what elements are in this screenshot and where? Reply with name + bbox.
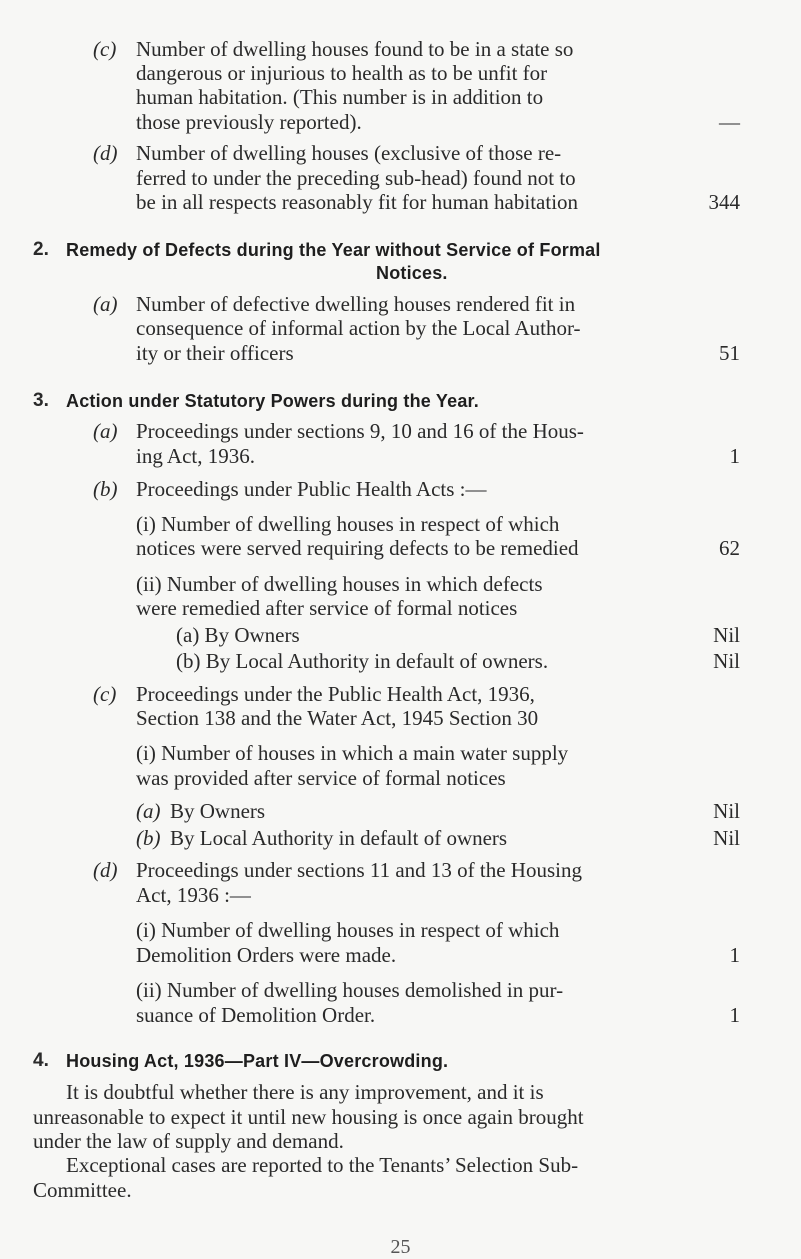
s3-d-ii-value: 1 [729, 1002, 740, 1027]
s3-b-ii-a-value: Nil [713, 622, 740, 647]
s3-c-a-value: Nil [713, 799, 740, 824]
s3-b-i-value: 62 [719, 536, 740, 561]
s2-item-a-value: 51 [719, 340, 740, 365]
document-page: (c) Number of dwelling houses found to be in a state so dangerous or injurious to health as to be unfit for human habitation. (This number is in addition to those previously reported). — (d) Number of dwelling houses (exclusive of those re- ferred to under the preceding sub-head) found not to be in all respects reasonably fit for human habitation 344 2. Remedy of Defects during the Year without Service of Formal Notices. (a) Number of defective dwelling houses rendered fit in consequence of informal action by the Local Author- ity or their officers 51 3. Action under Statutory Powers during the Year. (a) Proceedings under sections 9, 10 and 16 of the Hous- ing Act, 1936. 1 (b) Proceedings under Public Health Acts :— (i) Number of dwelling houses in respect of which notices were served requiring defects to be remedied 62 (ii) Number of dwelling houses in which defects were remedied after service of formal notices (a) By Owners Nil (b) By Local Authority in default of owners. Nil (c) Proceedings under the Public Health Act, 1936, Section 138 and the Water Act, 1945 Section 30 (i) Number of houses in which a main water supply was provided after service of formal notices (a) By Owners Nil (b) By Local Authority in default of owners Nil (d) Proceedings under sections 11 and 13 of the Housing Act, 1936 :— (i) Number of dwelling houses in respect of which Demolition Orders were made. 1 (ii) Number of dwelling houses demolished in pur- suance of Demolition Order. 1 4. Housing Act, 1936—Part IV—Overcrowding. It is doubtful whether there is any improvement, and it is unreasonable to expect it until new housing is once again brought under the law of supply and demand. Exceptional cases are reported to the Tenants’ Selection Sub- Committee. 25 [0, 0, 801, 1259]
item-c-value: — [719, 109, 740, 134]
s3-item-a-value: 1 [729, 443, 740, 468]
section-4-number: 4. [33, 1050, 49, 1072]
s3-d-i-value: 1 [729, 942, 740, 967]
page-number: 25 [390, 1235, 411, 1258]
s3-c-b-value: Nil [713, 825, 740, 850]
item-d-value: 344 [708, 190, 740, 215]
item-c-label: (c) [93, 36, 117, 61]
section-2-number: 2. [33, 238, 49, 260]
section-2-title: Remedy of Defects during the Year without Service of Formal [66, 239, 601, 260]
item-d-label: (d) [93, 141, 118, 166]
section-3-number: 3. [33, 389, 49, 411]
section-4-title: Housing Act, 1936—Part IV—Overcrowding. [66, 1051, 449, 1072]
s3-b-ii-b-value: Nil [713, 648, 740, 673]
section-3-title: Action under Statutory Powers during the Year. [66, 390, 479, 411]
